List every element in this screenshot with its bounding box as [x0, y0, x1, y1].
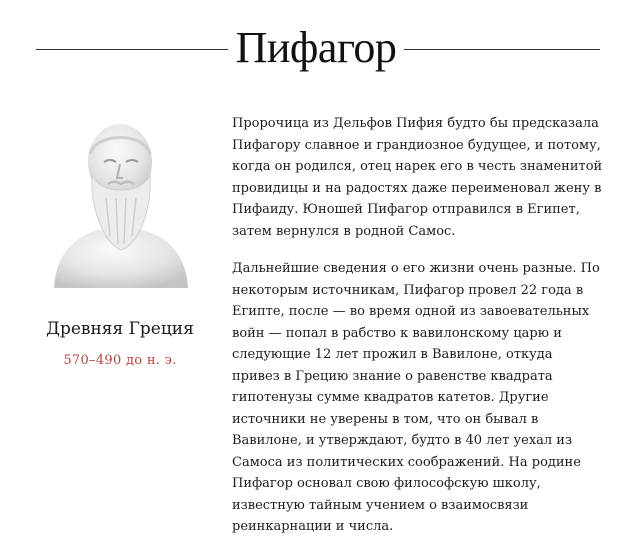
article-paragraph-2: Дальнейшие сведения о его жизни очень разные. По некоторым источникам, Пифагор провел 22 года в Египте, после — во время одной из завоевательных войн — попал в рабство к вавилонскому царю и следующие 12 лет прожил в Вавилоне, откуда привез в Грецию знание о равенстве квадрата гипотенузы сумме квадратов катетов. Другие источники не уверены в том, что он бывал в Вавилоне, и утверждают, будто в 40 лет уехал из Самоса из политических соображений. На родине Пифагор основал свою философскую школу, известную тайным учением о взаимосвязи реинкарнации и числа.	[232, 261, 600, 534]
title-rule-right	[404, 49, 600, 50]
title-row	[0, 22, 620, 78]
article-paragraph-1: Пророчица из Дельфов Пифия будто бы предсказала Пифагору славное и грандиозное будущее, и потому, когда он родился, отец нарек его в честь знаменитой провидицы и на радостях даже переименовал жену в Пифаиду. Юношей Пифагор отправился в Египет, затем вернулся в родной Самос.	[232, 116, 603, 239]
life-dates: 570–490 до н. э.	[63, 353, 177, 368]
page-title: Пифагор	[235, 23, 397, 72]
title-rule-left	[36, 49, 228, 50]
region-label: Древняя Греция	[46, 319, 194, 339]
article-body	[232, 113, 604, 554]
philosopher-bust-icon	[46, 118, 194, 302]
